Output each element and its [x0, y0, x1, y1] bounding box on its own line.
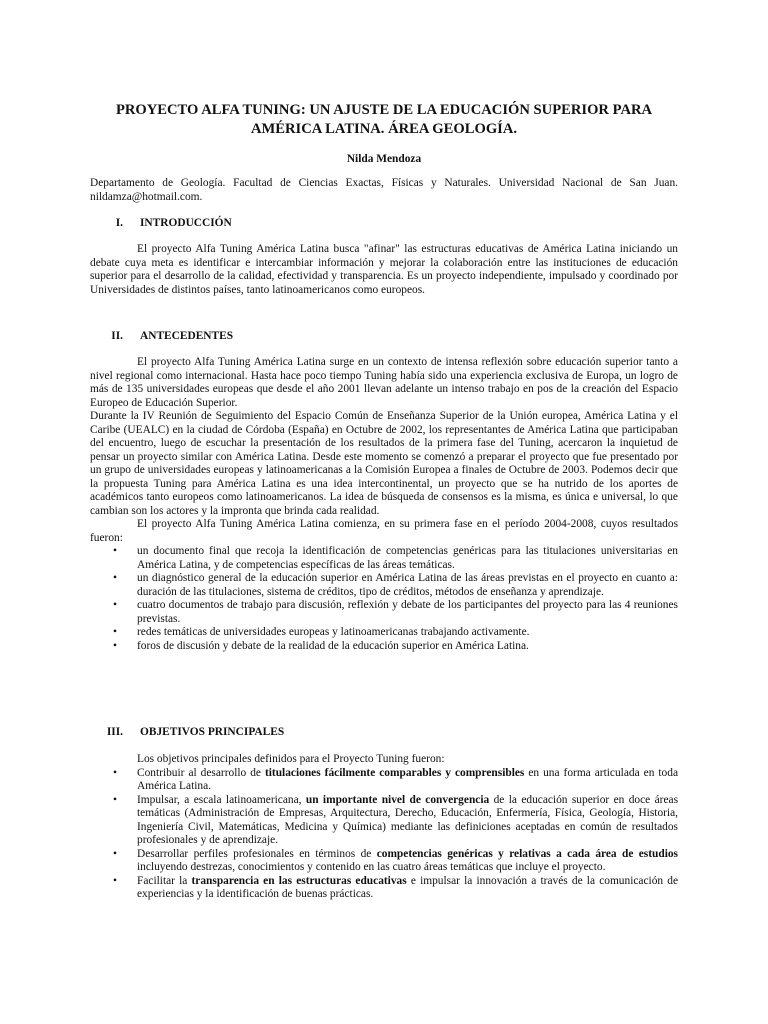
list-item-pre: Impulsar, a escala latinoamericana,: [137, 793, 306, 806]
bullet-icon: •: [113, 847, 117, 860]
section-number: II.: [111, 330, 123, 342]
list-item-pre: Contribuir al desarrollo de: [137, 766, 265, 779]
list-item: [90, 626, 678, 640]
list-item-post: e impulsar la innovación a través de la comunicación de experiencias y la identificación de buenas prácticas.: [137, 874, 679, 900]
list-item-post: incluyendo destrezas, conocimientos y contenido en las cuatro áreas temáticas que incluye el proyecto.: [137, 861, 606, 873]
section-heading-introduccion: [90, 216, 678, 231]
list-item-pre: Desarrollar perfiles profesionales en términos de: [137, 847, 377, 860]
list-item-post: de la educación superior en doce áreas temáticas (Administración de Empresas, Arquitectura, Derecho, Educación, Enfermería, Física, Geología, Historia, Ingeniería Civil, Matemáticas, Medicina y Química) mediante las definiciones aceptadas en común de resultados profesionales y de aprendizaje.: [137, 793, 678, 846]
bullet-icon: •: [113, 599, 117, 611]
list-item-text: foros de discusión y debate de la realidad de la educación superior en América Latina.: [137, 639, 529, 652]
paragraph: El proyecto Alfa Tuning América Latina surge en un contexto de intensa reflexión sobre educación superior tanto a nivel regional como internacional. Hasta hace poco tiempo Tuning había sido una experiencia exclusiva de Europa, un logro de más de 135 universidades europeas que desde el año 2001 llevan adelante un intenso trabajo en pos de la creación del Espacio Europeo de Educación Superior.: [90, 356, 678, 409]
bullet-icon: •: [113, 874, 117, 887]
list-item: [90, 875, 678, 902]
list-item: [90, 794, 678, 848]
list-item-text: un documento final que recoja la identificación de competencias genéricas para las titulaciones universitarias en América Latina, y de competencias específicas de las áreas temáticas.: [137, 545, 678, 571]
list-item-emphasis: un importante nivel de convergencia: [305, 793, 490, 806]
paragraph: Durante la IV Reunión de Seguimiento del Espacio Común de Enseñanza Superior de la Unión europea, América Latina y el Caribe (UEALC) en la ciudad de Córdoba (España) en Octubre de 2002, los representantes de América Latina que participaban del encuentro, luego de escuchar la presentación de los resultados de la primera fase del Tuning, acercaron la inquietud de pensar un proyecto similar con América Latina. Desde este momento se comenzó a preparar el proyecto que fue presentado por un grupo de universidades europeas y latinoamericanas a la Comisión Europea a finales de Octubre de 2003. Podemos decir que la propuesta Tuning para América Latina es una idea intercontinental, un proyecto que se ha nutrido de los aportes de académicos tanto europeos como latinoamericanos. La idea de búsqueda de consensos es la misma, es única e universal, lo que cambian son los actores y la impronta que brinda cada realidad.: [90, 410, 678, 517]
bullet-icon: •: [113, 793, 117, 806]
section-number: III.: [106, 726, 123, 738]
bullet-icon: •: [113, 639, 117, 652]
paragraph: Los objetivos principales definidos para el Proyecto Tuning fueron:: [137, 753, 445, 765]
section-body-introduccion: [90, 243, 678, 297]
list-item: [90, 572, 678, 599]
paragraph: El proyecto Alfa Tuning América Latina comienza, en su primera fase en el período 2004-2008, cuyos resultados fueron:: [90, 518, 678, 544]
document-title: PROYECTO ALFA TUNING: UN AJUSTE DE LA EDUCACIÓN SUPERIOR PARA AMÉRICA LATINA. ÁREA GEOLOGÍA.: [115, 102, 653, 137]
section-title: INTRODUCCIÓN: [140, 217, 232, 229]
list-item-emphasis: competencias genéricas y relativas a cada área de estudios: [376, 847, 678, 860]
section-heading-objetivos: [90, 725, 678, 740]
section-body-antecedentes: [90, 356, 678, 653]
author-name: Nilda Mendoza: [346, 153, 422, 165]
list-item-text: cuatro documentos de trabajo para discusión, reflexión y debate de los participantes del proyecto para las 4 reuniones previstas.: [137, 599, 678, 625]
list-item-pre: Facilitar la: [137, 874, 192, 887]
section-title: OBJETIVOS PRINCIPALES: [140, 726, 285, 738]
section-body-objetivos: [90, 753, 678, 902]
list-item-emphasis: transparencia en las estructuras educativas: [191, 874, 407, 887]
list-item: [90, 848, 678, 875]
list-item: [90, 640, 678, 654]
list-item-text: un diagnóstico general de la educación superior en América Latina de las áreas previstas en el proyecto en cuanto a: duración de las titulaciones, sistema de créditos, tipo de créditos, métodos de enseñanza y aprendizaje.: [137, 572, 678, 598]
list-item-post: en una forma articulada en toda América Latina.: [137, 766, 678, 792]
list-item-text: redes temáticas de universidades europeas y latinoamericanas trabajando activamente.: [137, 626, 530, 638]
bullet-icon: •: [113, 626, 117, 638]
section-heading-antecedentes: [90, 329, 678, 344]
bullet-icon: •: [113, 766, 117, 779]
section-number: I.: [115, 217, 123, 229]
results-list: [90, 545, 678, 653]
paragraph: El proyecto Alfa Tuning América Latina busca "afinar" las estructuras educativas de América Latina iniciando un debate cuya meta es identificar e intercambiar información y mejorar la colaboración entre las instituciones de educación superior para el desarrollo de la calidad, efectividad y transparencia. Es un proyecto independiente, impulsado y coordinado por Universidades de distintos países, tanto latinoamericanos como europeos.: [90, 243, 678, 296]
list-item: [90, 545, 678, 572]
bullet-icon: •: [113, 572, 117, 584]
list-item: [90, 599, 678, 626]
section-title: ANTECEDENTES: [140, 330, 234, 342]
objectives-list: [90, 767, 678, 902]
bullet-icon: •: [113, 545, 117, 557]
list-item: [90, 767, 678, 794]
list-item-emphasis: titulaciones fácilmente comparables y comprensibles: [264, 766, 525, 779]
author-affiliation: Departamento de Geología. Facultad de Ciencias Exactas, Físicas y Naturales. Universidad Nacional de San Juan. nildamza@hotmail.com.: [90, 177, 678, 203]
